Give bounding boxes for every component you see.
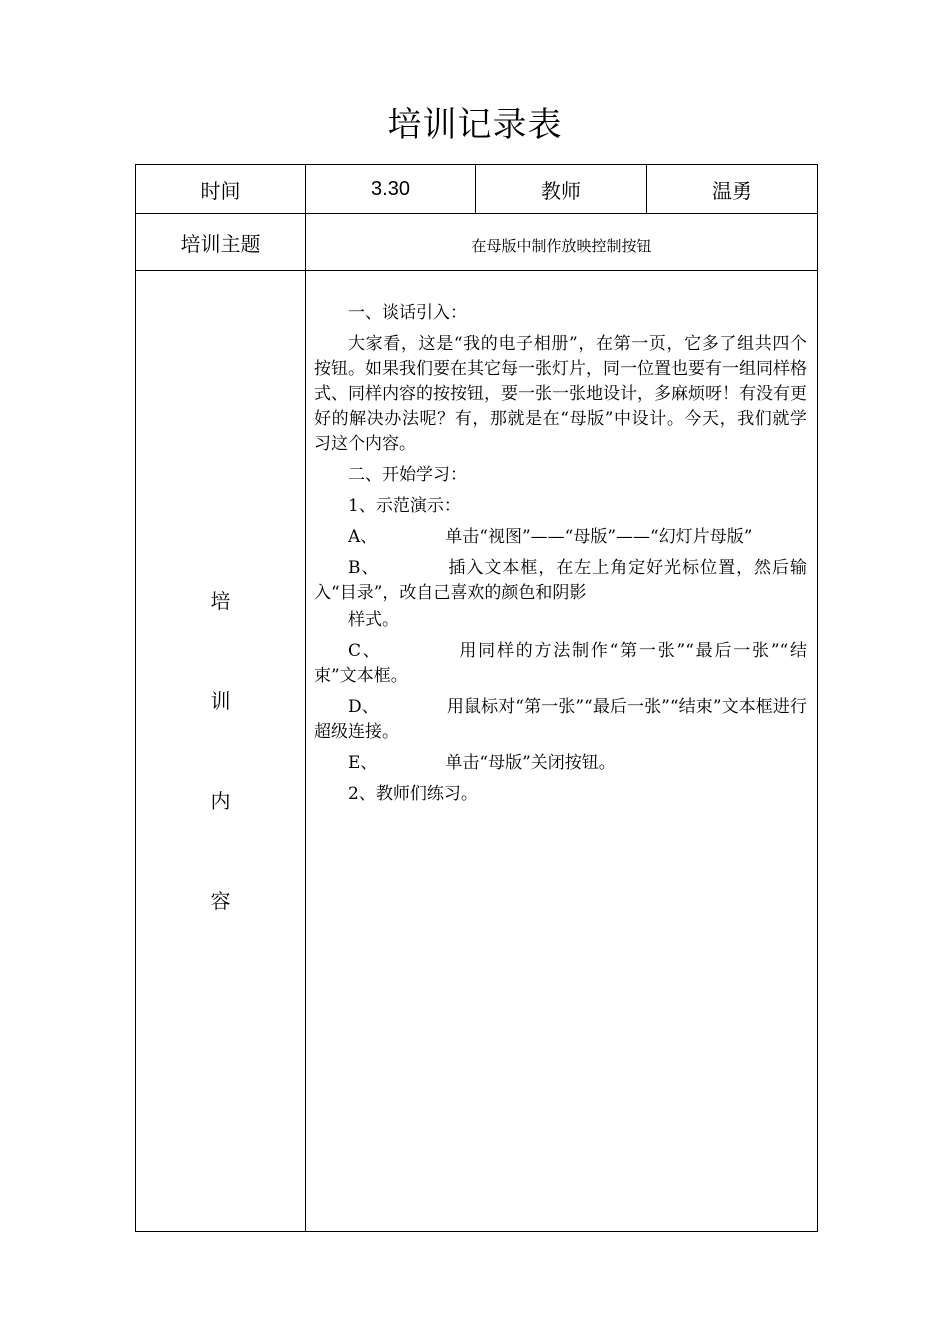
training-record-table — [135, 164, 818, 1232]
content-label-char: 容 — [210, 889, 231, 913]
topic-label: 培训主题 — [136, 214, 306, 271]
step-marker: D、 — [348, 697, 379, 717]
step-text: 用鼠标对“第一张”“最后一张”“结束”文本框进行超级连接。 — [314, 697, 807, 742]
step-text: 单击“母版”关闭按钮。 — [445, 753, 616, 773]
step-d — [314, 695, 807, 745]
topic-row — [136, 214, 818, 271]
document-title: 培训记录表 — [387, 105, 563, 145]
teacher-label: 教师 — [476, 165, 647, 214]
time-value: 3.30 — [306, 165, 476, 214]
topic-value: 在母版中制作放映控制按钮 — [306, 214, 818, 271]
subsection-heading: 1、示范演示： — [348, 496, 461, 516]
step-text: 单击“视图”——“母版”——“幻灯片母版” — [445, 527, 753, 547]
content-body — [306, 271, 818, 1232]
content-label-char: 培 — [210, 589, 231, 613]
intro-paragraph: 大家看，这是“我的电子相册”，在第一页，它多了组共四个按钮。如果我们要在其它每一张灯片，同一位置也要有一组同样格式、同样内容的按按钮，要一张一张地设计，多麻烦呀！有没有更好的解决办法呢？有，那就是在“母版”中设计。今天，我们就学习这个内容。 — [314, 334, 807, 454]
header-row — [136, 165, 818, 214]
step-marker: A、 — [348, 527, 378, 547]
practice-paragraph: 2、教师们练习。 — [348, 784, 478, 804]
step-b-continuation: 样式。 — [348, 610, 399, 630]
content-row — [136, 271, 818, 1232]
step-b — [314, 556, 807, 606]
step-marker: E、 — [348, 753, 378, 773]
step-e — [314, 751, 807, 776]
section-heading: 一、谈话引入： — [348, 303, 467, 323]
step-text: 用同样的方法制作“第一张”“最后一张”“结束”文本框。 — [314, 641, 807, 686]
section-heading: 二、开始学习： — [348, 465, 467, 485]
content-label — [136, 271, 306, 1232]
step-text: 插入文本框，在左上角定好光标位置，然后输入“目录”，改自己喜欢的颜色和阴影 — [314, 558, 807, 603]
time-label: 时间 — [136, 165, 306, 214]
step-marker: B、 — [348, 558, 380, 578]
content-label-char: 训 — [210, 689, 231, 713]
step-a — [314, 525, 807, 550]
content-label-char: 内 — [210, 789, 231, 813]
step-c — [314, 639, 807, 689]
teacher-value: 温勇 — [647, 165, 818, 214]
step-marker: C、 — [348, 641, 382, 661]
